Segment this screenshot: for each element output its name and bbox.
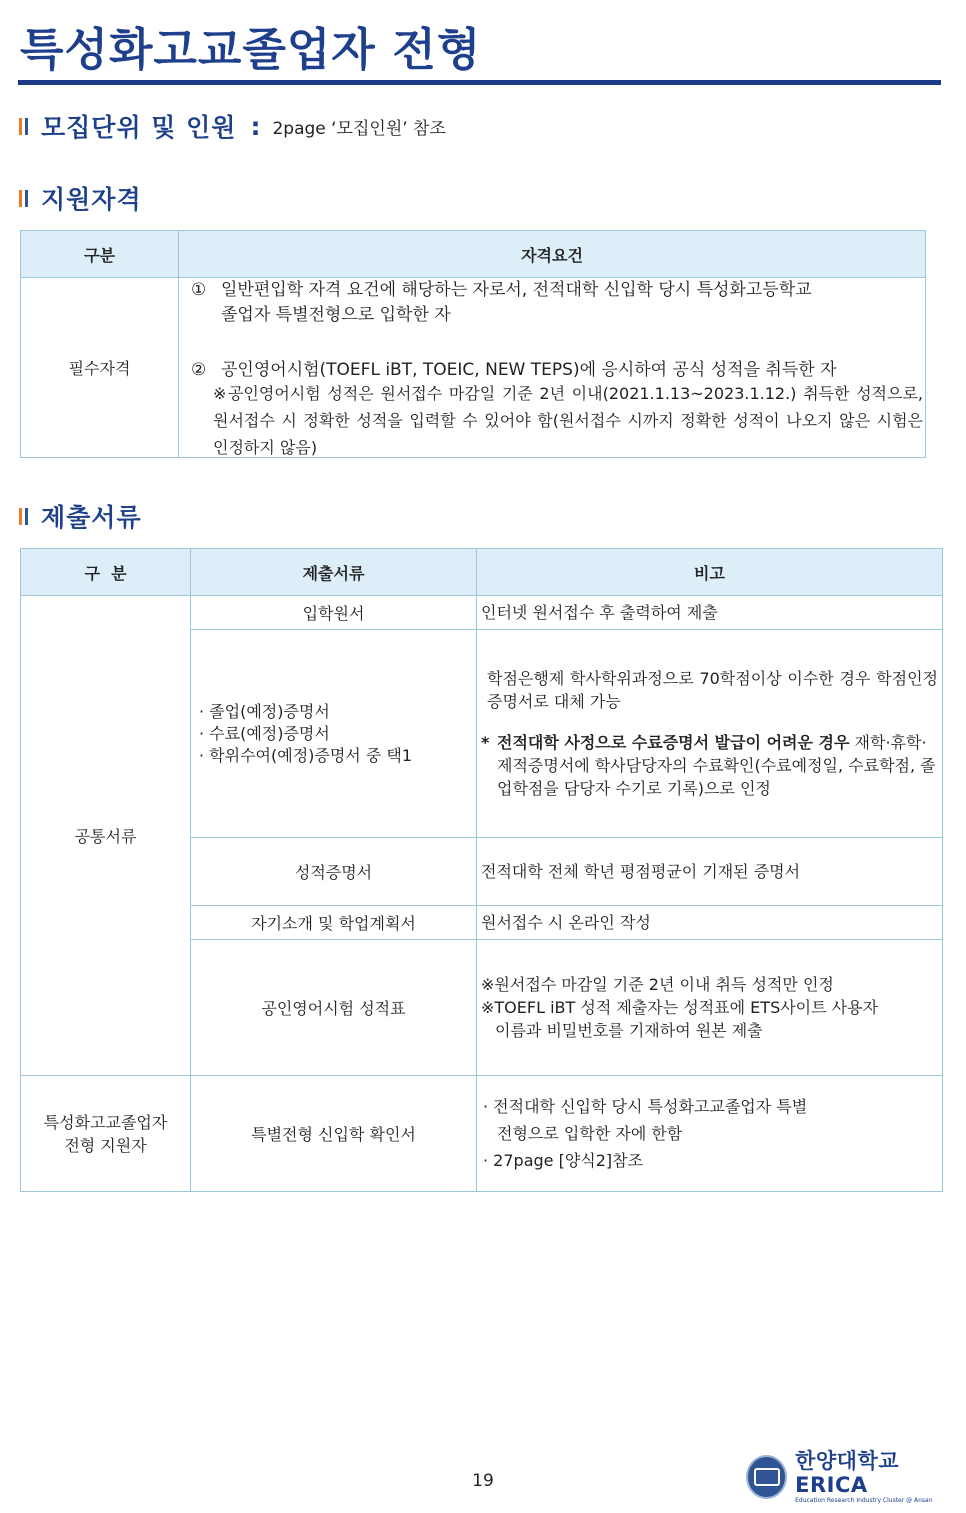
doc-graduation-certificates [191, 630, 477, 838]
remark-special-admission [477, 1076, 943, 1192]
university-seal-icon [746, 1455, 787, 1499]
remark-english-line-1: ※원서접수 마감일 기준 2년 이내 취득 성적만 인정 [481, 975, 834, 994]
section-docs-title: 제출서류 [41, 503, 142, 532]
section-docs-heading [19, 498, 142, 534]
documents-table [20, 548, 943, 1192]
section-recruit-ref: 2page ‘모집인원’ 참조 [272, 118, 446, 139]
qual-item-1-line-1: 일반편입학 자격 요건에 해당하는 자로서, 전적대학 신입학 당시 특성화고등학교 [221, 280, 812, 300]
section-marker-icon [19, 508, 28, 525]
qualification-table [20, 230, 926, 458]
section-recruit-colon: : [250, 111, 261, 141]
section-qual-title: 지원자격 [41, 185, 142, 214]
docs-group-special-line-1: 특성화고교졸업자 [43, 1112, 168, 1132]
table-row [21, 278, 926, 458]
asterisk-icon: * [481, 733, 490, 752]
remark-credit-bank: 학점은행제 학사학위과정으로 70학점이상 이수한 경우 학점인정증명서로 대체 가능 [487, 669, 938, 711]
remark-english-line-2: ※TOEFL iBT 성적 제출자는 성적표에 ETS사이트 사용자 [481, 998, 879, 1017]
section-recruit-title: 모집단위 및 인원 [41, 113, 237, 142]
docs-group-special-line-2: 전형 지원자 [64, 1135, 147, 1155]
table-header-row [21, 231, 926, 278]
remark-graduation-certificates [477, 630, 943, 838]
qual-row-label: 필수자격 [21, 278, 179, 458]
doc-list-item: · 학위수여(예정)증명서 중 택1 [199, 745, 413, 765]
qual-header-requirement: 자격요건 [179, 231, 926, 278]
doc-self-introduction: 자기소개 및 학업계획서 [191, 906, 477, 940]
docs-group-special [21, 1076, 191, 1192]
page-number: 19 [472, 1471, 494, 1491]
remark-english-score [477, 940, 943, 1076]
remark-completion-exception [481, 731, 938, 800]
qual-item-2-note: ※공인영어시험 성적은 원서접수 마감일 기준 2년 이내(2021.1.13~2023.1.12.) 취득한 성적으로, 원서접수 시 정확한 성적을 입력할 수 있어야 함(원서접수 시까지 정확한 성적이 나오지 않은 시험은 인정하지 않음) [213, 384, 923, 457]
remark-application-form: 인터넷 원서접수 후 출력하여 제출 [477, 596, 943, 630]
title-underline [18, 80, 941, 85]
table-row [21, 596, 943, 630]
remark-completion-bold: 전적대학 사정으로 수료증명서 발급이 어려운 경우 [497, 733, 850, 752]
remark-special-line-3: · 27page [양식2]참조 [483, 1151, 644, 1170]
qual-requirements-cell [179, 278, 926, 458]
section-qual-heading [19, 180, 142, 216]
qual-item-1-line-2: 졸업자 특별전형으로 입학한 자 [221, 305, 451, 325]
remark-special-line-1: · 전적대학 신입학 당시 특성화고교졸업자 특별 [483, 1097, 808, 1116]
qual-header-category: 구분 [21, 231, 179, 278]
circled-two-icon: ② [191, 360, 207, 380]
section-recruit-heading [19, 108, 446, 144]
remark-special-line-2: 전형으로 입학한 자에 한함 [497, 1124, 683, 1143]
doc-transcript: 성적증명서 [191, 838, 477, 906]
qual-item-1 [191, 278, 923, 328]
docs-header-category: 구 분 [21, 549, 191, 596]
remark-transcript: 전적대학 전체 학년 평점평균이 기재된 증명서 [477, 838, 943, 906]
remark-english-line-3: 이름과 비밀번호를 기재하여 원본 제출 [495, 1021, 763, 1040]
doc-list-item: · 졸업(예정)증명서 [199, 701, 330, 721]
page-title: 특성화고교졸업자 전형 [20, 23, 482, 76]
qual-item-2-text: 공인영어시험(TOEFL iBT, TOEIC, NEW TEPS)에 응시하여 공식 성적을 취득한 자 [221, 360, 837, 380]
section-marker-icon [19, 118, 28, 135]
docs-header-remarks: 비고 [477, 549, 943, 596]
doc-special-admission-confirmation: 특별전형 신입학 확인서 [191, 1076, 477, 1192]
docs-group-common: 공통서류 [21, 596, 191, 1076]
table-header-row [21, 549, 943, 596]
doc-english-score: 공인영어시험 성적표 [191, 940, 477, 1076]
remark-self-introduction: 원서접수 시 온라인 작성 [477, 906, 943, 940]
circled-one-icon: ① [191, 280, 207, 300]
remark-completion-rest: 재학·휴학·제적증명서에 학사담당자의 수료확인(수료예정일, 수료학점, 졸업학점을 담당자 수기로 기록)으로 인정 [497, 733, 936, 798]
doc-list-item: · 수료(예정)증명서 [199, 723, 330, 743]
doc-application-form: 입학원서 [191, 596, 477, 630]
docs-header-documents: 제출서류 [191, 549, 477, 596]
logo-main-text: 한양대학교 ERICA [795, 1449, 900, 1497]
logo-sub-text: Education Research Industry Cluster @ Ansan [795, 1497, 933, 1504]
table-row [21, 1076, 943, 1192]
section-marker-icon [19, 190, 28, 207]
university-logo [746, 1449, 966, 1505]
